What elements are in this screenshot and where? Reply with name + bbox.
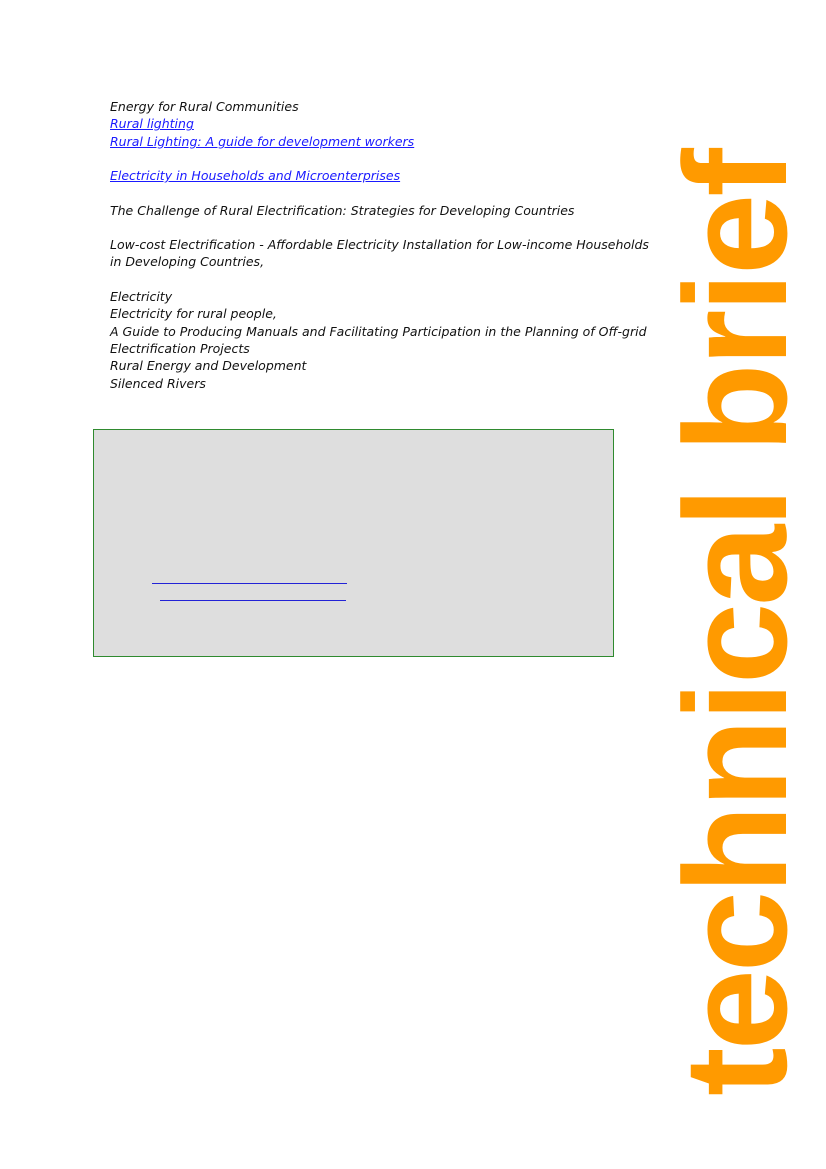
website-link-underline[interactable] xyxy=(160,600,346,601)
reference-guide-producing-manuals: A Guide to Producing Manuals and Facilitating Participation in the Planning of Off-grid Electrification Projects xyxy=(110,323,647,357)
spacer xyxy=(110,185,650,202)
reference-electricity: Electricity xyxy=(110,288,173,304)
references-list xyxy=(110,98,650,392)
email-link-underline[interactable] xyxy=(152,583,347,584)
reference-rural-energy-development: Rural Energy and Development xyxy=(110,358,307,374)
reference-electricity-rural-people: Electricity for rural people, xyxy=(110,306,277,322)
reference-low-cost-electrification: Low-cost Electrification - Affordable Electricity Installation for Low-income Households in Developing Countries, xyxy=(110,237,649,270)
spacer xyxy=(110,271,650,288)
contact-info-box xyxy=(93,429,614,657)
spacer xyxy=(110,150,650,167)
link-electricity-households[interactable]: Electricity in Households and Microenterprises xyxy=(110,168,401,184)
reference-silenced-rivers: Silenced Rivers xyxy=(110,375,206,391)
reference-energy-rural-communities: Energy for Rural Communities xyxy=(110,99,299,114)
spacer xyxy=(110,219,650,236)
technical-brief-logo: technical brief xyxy=(654,151,817,1096)
reference-challenge-rural-electrification: The Challenge of Rural Electrification: Strategies for Developing Countries xyxy=(110,202,575,218)
link-rural-lighting[interactable]: Rural lighting xyxy=(110,116,194,132)
link-rural-lighting-guide[interactable]: Rural Lighting: A guide for development workers xyxy=(110,133,415,149)
